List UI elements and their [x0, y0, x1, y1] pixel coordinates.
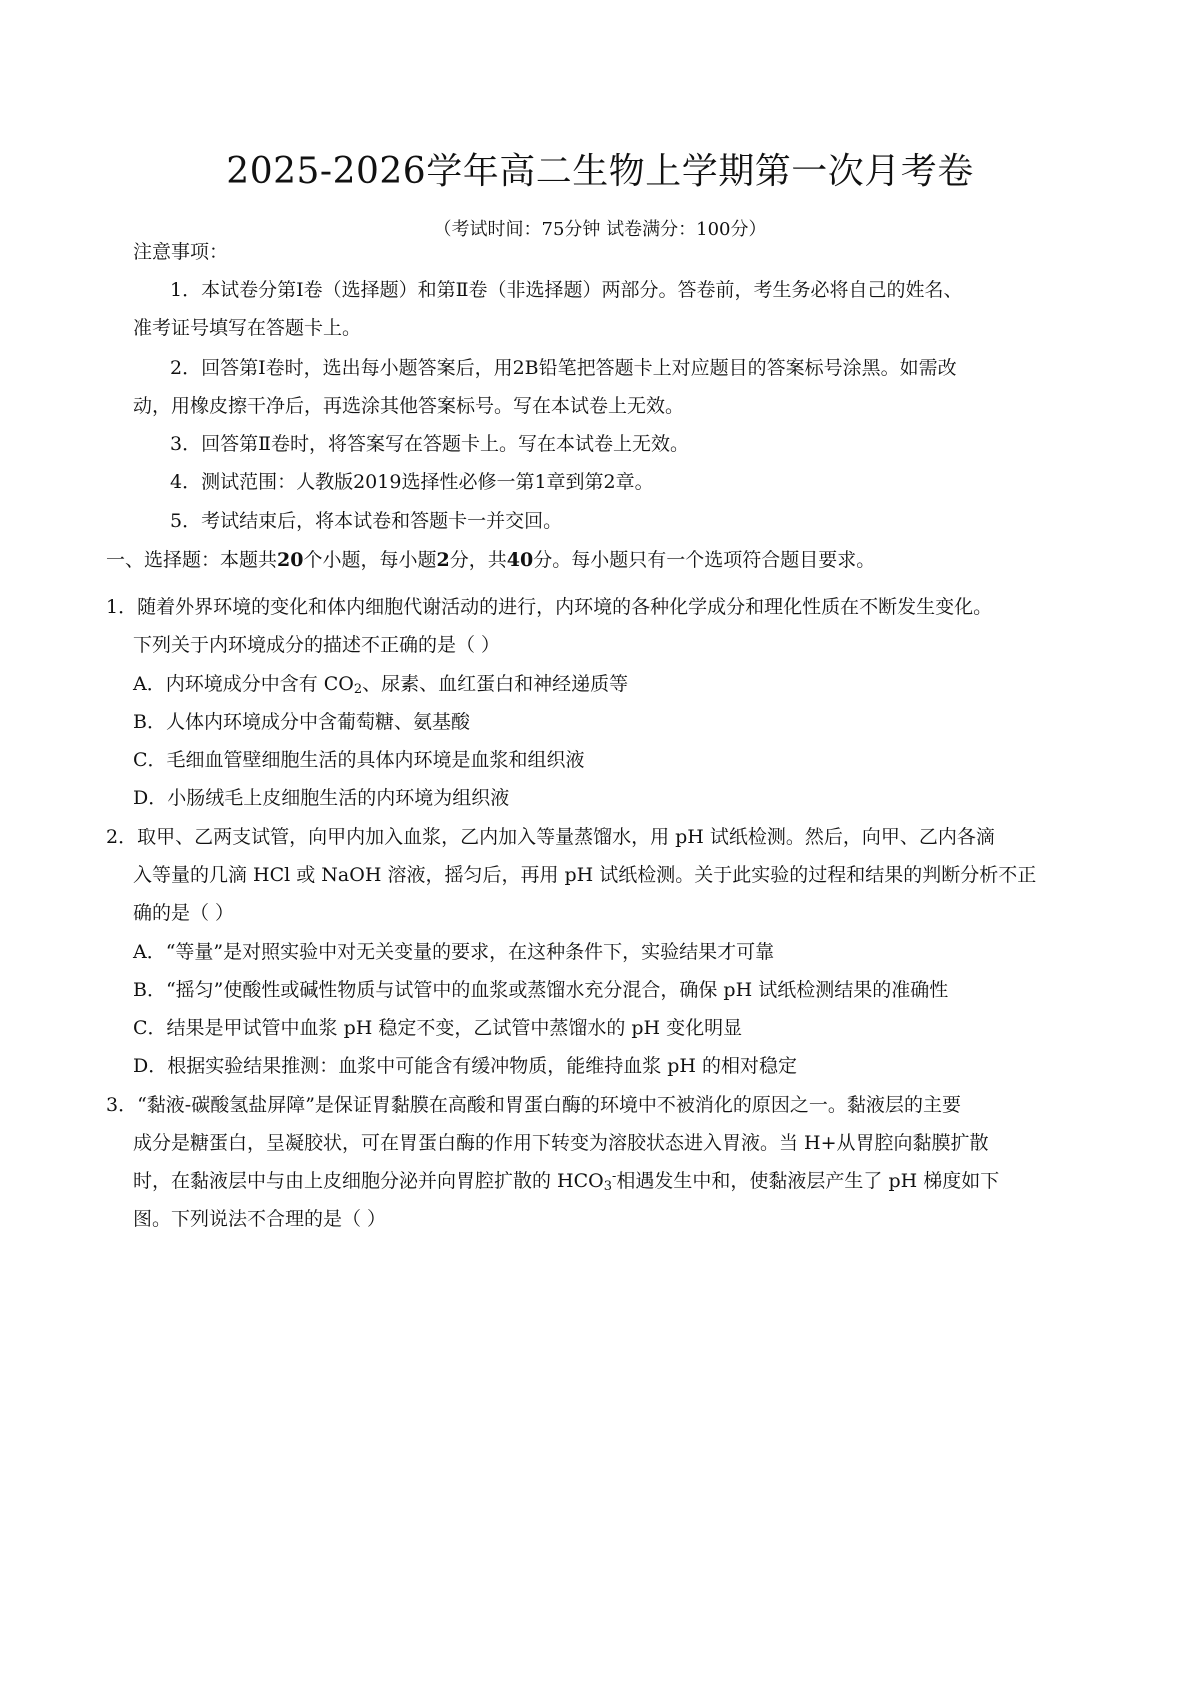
question-3-stem-line-4: 图。下列说法不合理的是（ ）: [133, 1208, 387, 1230]
notice-heading: 注意事项：: [133, 241, 229, 263]
option-a-text-pre: A．内环境成分中含有 CO: [133, 673, 354, 695]
score-total: 40: [506, 549, 534, 571]
question-1-option-c: C．毛细血管壁细胞生活的具体内环境是血浆和组织液: [133, 749, 585, 771]
option-a-subscript: 2: [353, 682, 363, 697]
question-2-option-b: B．“摇匀”使酸性或碱性物质与试管中的血浆或蒸馏水充分混合，确保 pH 试纸检测结果的准确性: [133, 979, 949, 1001]
question-3-stem-line-3: [133, 1167, 999, 1195]
notice-item-4: 4．测试范围：人教版2019选择性必修一第1章到第2章。: [170, 471, 654, 493]
score-each: 2: [436, 549, 450, 571]
question-2-option-c: C．结果是甲试管中血浆 pH 稳定不变，乙试管中蒸馏水的 pH 变化明显: [133, 1017, 743, 1039]
q3-line3-text-post: 相遇发生中和，使黏液层产生了 pH 梯度如下: [616, 1170, 1000, 1192]
section-heading-text-4: 分。每小题只有一个选项符合题目要求。: [533, 549, 876, 571]
hco3-subscript: 3: [603, 1179, 613, 1194]
notice-item-3: 3．回答第Ⅱ卷时，将答案写在答题卡上。写在本试卷上无效。: [170, 433, 690, 455]
question-3-stem-line-1: 3．“黏液-碳酸氢盐屏障”是保证胃黏膜在高酸和胃蛋白酶的环境中不被消化的原因之一。黏液层的主要: [106, 1094, 961, 1116]
notice-item-1-line-2: 准考证号填写在答题卡上。: [133, 317, 362, 339]
question-2-stem-line-3: 确的是（ ）: [133, 902, 235, 924]
q3-line3-text-pre: 时，在黏液层中与由上皮细胞分泌并向胃腔扩散的 HCO: [133, 1170, 604, 1192]
question-1-stem-line-2: 下列关于内环境成分的描述不正确的是（ ）: [133, 634, 501, 656]
question-3-stem-line-2: 成分是糖蛋白，呈凝胶状，可在胃蛋白酶的作用下转变为溶胶状态进入胃液。当 H+从胃腔向黏膜扩散: [133, 1132, 989, 1154]
option-a-text-post: 、尿素、血红蛋白和神经递质等: [362, 673, 629, 695]
notice-item-1-line-1: 1．本试卷分第Ⅰ卷（选择题）和第Ⅱ卷（非选择题）两部分。答卷前，考生务必将自己的姓名、: [170, 279, 963, 301]
question-2-stem-line-2: 入等量的几滴 HCl 或 NaOH 溶液，摇匀后，再用 pH 试纸检测。关于此实验的过程和结果的判断分析不正: [133, 864, 1037, 886]
notice-item-2-line-2: 动，用橡皮擦干净后，再选涂其他答案标号。写在本试卷上无效。: [133, 395, 685, 417]
question-1-option-a: [133, 670, 628, 698]
question-1-option-b: B．人体内环境成分中含葡萄糖、氨基酸: [133, 711, 470, 733]
question-1-stem-line-1: 1．随着外界环境的变化和体内细胞代谢活动的进行，内环境的各种化学成分和理化性质在不断发生变化。: [106, 596, 993, 618]
section-heading-text-3: 分，共: [449, 549, 507, 571]
notice-item-5: 5．考试结束后，将本试卷和答题卡一并交回。: [170, 510, 563, 532]
question-2-stem-line-1: 2．取甲、乙两支试管，向甲内加入血浆，乙内加入等量蒸馏水，用 pH 试纸检测。然后，向甲、乙内各滴: [106, 826, 995, 848]
notice-item-2-line-1: 2．回答第Ⅰ卷时，选出每小题答案后，用2B铅笔把答题卡上对应题目的答案标号涂黑。如需改: [170, 357, 957, 379]
question-2-option-a: A．“等量”是对照实验中对无关变量的要求，在这种条件下，实验结果才可靠: [133, 941, 775, 963]
question-count: 20: [277, 549, 304, 571]
section-heading-text-2: 个小题，每小题: [303, 549, 437, 571]
question-2-option-d: D．根据实验结果推测：血浆中可能含有缓冲物质，能维持血浆 pH 的相对稳定: [133, 1055, 798, 1077]
question-1-option-d: D．小肠绒毛上皮细胞生活的内环境为组织液: [133, 787, 510, 809]
page-title: 2025-2026学年高二生物上学期第一次月考卷: [226, 151, 974, 192]
exam-info: （考试时间：75分钟 试卷满分：100分）: [433, 219, 767, 240]
hco3-superscript: -: [612, 1169, 617, 1184]
section-heading-text-1: 一、选择题：本题共: [106, 549, 278, 571]
section-heading: [106, 546, 875, 574]
